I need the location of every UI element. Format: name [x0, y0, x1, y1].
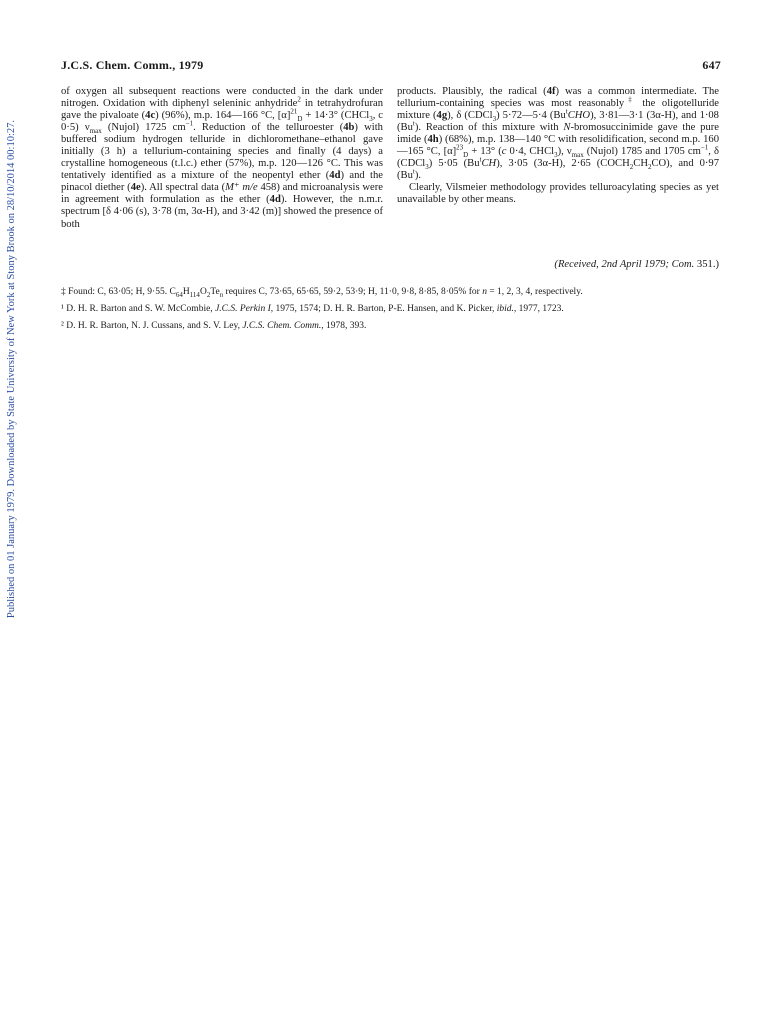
left-column — [61, 86, 383, 231]
page-number: 647 — [702, 58, 721, 72]
footnote-dagger: ‡ Found: C, 63·05; H, 9·55. $C_{64}H_{114}O_2Te_n$ requires C, 73·65, 65·65, 59·2, 53·9; H, 11·0, 9·8, 8·85, 8·05% for n = 1, 2, 3, 4, respectively. — [61, 287, 583, 299]
right-paragraph-1: products. Plausibly, the radical (4f) was a common intermediate. The tellurium-containing species was most reasonably‡ the oligotelluride mixture (4g), δ (CDCl$_3$) 5·72—5·4 (Bu$^t$CHO), 3·81—3·1 (3α-H), and 1·08 (Bu$^t$). Reaction of this mixture with N-bromosuccinimide gave the pure imide (4h) (68%), m.p. 138—140 °C with resolidification, second m.p. 160—165 °C, $[\alpha]^{23}_D + 13^\circ$ (c 0·4, CHCl$_3$), $\nu_{max}$ (Nujol) 1785 and 1705 $cm^{-1}$, δ (CDCl$_3$) 5·05 (Bu$^t$CH), 3·05 (3α-H), 2·65 $(COCH_2CH_2CO)$, and 0·97 (Bu$^t$). — [397, 86, 719, 182]
right-paragraph-2: Clearly, Vilsmeier methodology provides telluroacylating species as yet unavailable by other means. — [397, 182, 719, 206]
reference-2: ² D. H. R. Barton, N. J. Cussans, and S. V. Ley, J.C.S. Chem. Comm., 1978, 393. — [61, 321, 367, 332]
left-paragraph: of oxygen all subsequent reactions were conducted in the dark under nitrogen. Oxidation with diphenyl seleninic anhydride$^2$ in tetrahydrofuran gave the pivaloate (4c) (96%), m.p. 164—166 °C, $[\alpha]^{21}_D + 14\cdot 3^\circ$ (CHCl$_3$, c 0·5) $\nu_{max}$ (Nujol) 1725 $cm^{-1}$. Reduction of the telluroester (4b) with buffered sodium hydrogen telluride in dichloromethane–ethanol gave initially (3 h) a tellurium-containing species and finally (4 days) a crystalline homogeneous (t.l.c.) ether (57%), m.p. 120—126 °C. This was tentatively identified as a mixture of the neopentyl ether (4d) and the pinacol diether (4e). All spectral data (M⁺ m/e 458) and microanalysis were in agreement with formulation as the ether (4d). However, the n.m.r. spectrum [δ 4·06 (s), 3·78 (m, 3α-H), and 3·42 (m)] showed the presence of both — [61, 86, 383, 230]
received-line: (Received, 2nd April 1979; Com. 351.) — [554, 259, 719, 270]
download-watermark: Published on 01 January 1979. Downloaded by State University of New York at Stony Brook on 28/10/2014 00:10:27. — [6, 120, 17, 619]
journal-title: J.C.S. Chem. Comm., 1979 — [61, 58, 204, 72]
footnotes — [61, 287, 721, 339]
right-column — [397, 86, 719, 206]
reference-1: ¹ D. H. R. Barton and S. W. McCombie, J.C.S. Perkin I, 1975, 1574; D. H. R. Barton, P-E. Hansen, and K. Picker, ibid., 1977, 1723. — [61, 304, 564, 315]
page-header — [61, 58, 721, 76]
